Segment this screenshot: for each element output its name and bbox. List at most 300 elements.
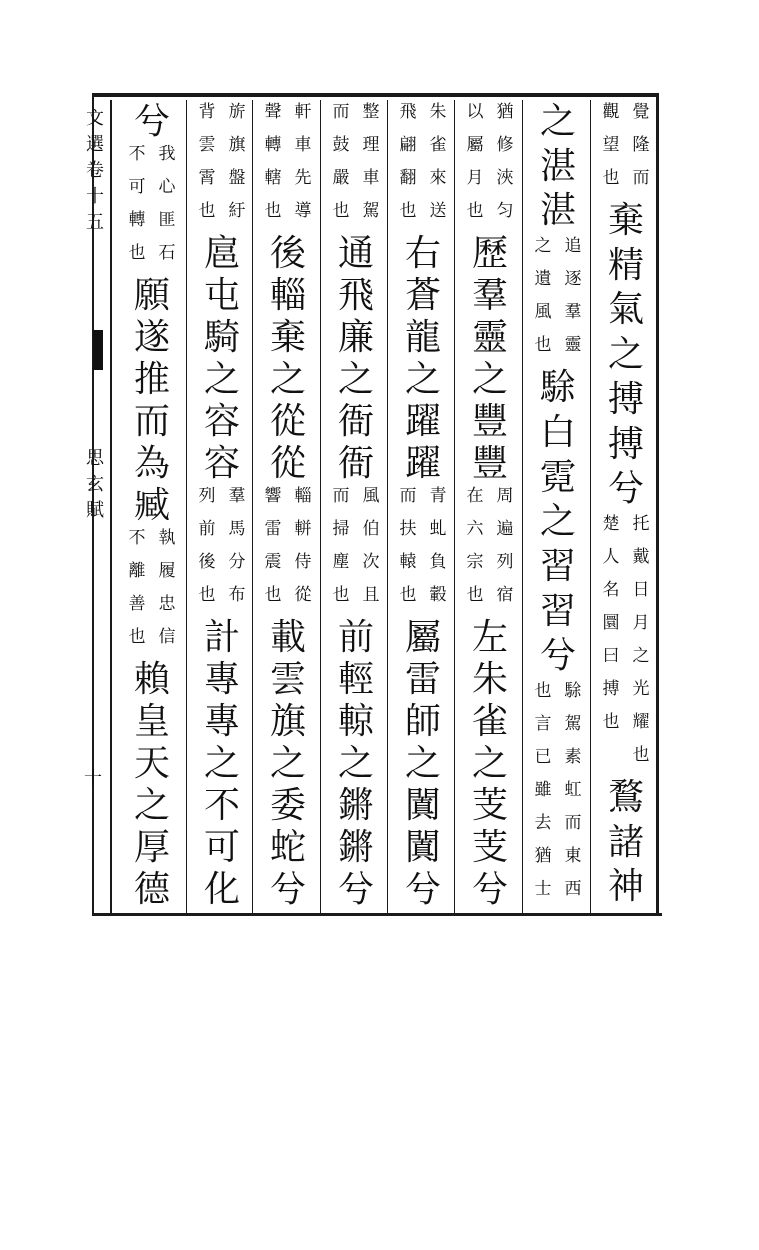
annotation-char: 已 [534,747,552,768]
annotation-char: 東 [564,846,582,867]
annotation-char: 轂 [429,585,447,605]
annotation-char: 楚 [602,513,620,534]
left-inner-border [110,100,112,915]
main-text-char: 之 [471,743,508,784]
annotation-line [598,104,624,203]
annotation-char: 轉 [264,135,282,155]
main-text-char: 兮 [404,869,441,910]
main-text-char: 鶩 [607,776,644,818]
annotation-char: 石 [158,243,176,263]
annotation-char: 虹 [564,780,582,801]
main-text-char: 諸 [607,821,644,863]
annotation-char: 遺 [534,269,552,290]
annotation-char: 可 [128,177,146,197]
annotation-char: 隆 [632,135,650,155]
main-text-char: 之 [471,359,508,400]
annotation-char: 人 [602,546,620,567]
annotation-char: 六 [466,519,484,539]
main-text-char: 化 [203,869,240,910]
annotation-char: 負 [429,552,447,572]
annotation-char: 追 [564,236,582,257]
annotation-char: 車 [294,135,312,155]
main-text-char: 願 [133,275,170,316]
column-rule [522,100,523,914]
annotation-char: 後 [198,552,216,572]
annotation-char: 在 [466,486,484,506]
main-text-char: 輬 [337,701,374,742]
spine-char: 思 [86,448,104,469]
annotation-char: 宿 [496,585,514,605]
annotation-char: 且 [362,585,380,605]
annotation-char: 而 [564,813,582,834]
annotation-line [462,488,488,620]
main-text-char: 躍 [404,443,441,484]
main-text-char: 兮 [269,869,306,910]
main-text-char: 湛 [539,145,576,187]
main-text-char: 為 [133,443,170,484]
main-text-char: 專 [203,701,240,742]
column-rule [387,100,388,914]
annotation-char: 前 [198,519,216,539]
main-text-char: 雷 [404,659,441,700]
main-text-char: 神 [607,866,644,908]
main-text-char: 兮 [133,101,170,142]
annotation-char: 素 [564,747,582,768]
main-text-char: 屯 [203,275,240,316]
annotation-char: 駼 [564,681,582,702]
annotation-char: 朱 [429,102,447,122]
annotation-char: 也 [198,585,216,605]
main-text-char: 鏘 [337,785,374,826]
annotation-char: 塵 [332,552,350,572]
annotation-line [194,104,220,236]
annotation-char: 車 [362,168,380,188]
annotation-char: 先 [294,168,312,188]
main-text-char: 歷 [471,233,508,274]
annotation-char: 也 [198,201,216,221]
annotation-line [290,488,316,620]
annotation-char: 也 [534,335,552,356]
main-text-char: 精 [607,244,644,286]
annotation-char: 也 [264,585,282,605]
main-text-char: 之 [203,743,240,784]
annotation-pair [124,530,180,662]
main-text-char: 通 [337,233,374,274]
main-text-char: 兮 [539,635,576,677]
annotation-char: 盤 [228,168,246,188]
main-text-char: 雀 [471,701,508,742]
main-text-char: 左 [471,617,508,658]
annotation-char: 也 [399,201,417,221]
annotation-char: 紆 [228,201,246,221]
annotation-char: 善 [128,594,146,614]
annotation-char: 軒 [294,102,312,122]
right-border [656,93,659,916]
main-text-char: 闐 [404,785,441,826]
spine-char: 選 [86,134,104,155]
annotation-char: 鼓 [332,135,350,155]
annotation-char: 整 [362,102,380,122]
main-text-char: 可 [203,827,240,868]
annotation-char: 言 [534,714,552,735]
main-text-char: 鏘 [337,827,374,868]
column-rule [320,100,321,914]
main-text-char: 之 [539,501,576,543]
annotation-pair [598,513,654,780]
column-rule [454,100,455,914]
column-rule [186,100,187,914]
main-text-char: 旗 [269,701,306,742]
main-text-char: 龍 [404,317,441,358]
main-text-char: 氣 [607,289,644,331]
annotation-pair [395,104,451,236]
annotation-pair [462,488,518,620]
main-text-char: 屬 [404,617,441,658]
annotation-char: 翻 [399,168,417,188]
spine-char: 卷 [86,160,104,181]
spine-char: 文 [86,108,104,129]
annotation-line [194,488,220,620]
annotation-char: 履 [158,561,176,581]
annotation-char: 之 [632,645,650,666]
main-text-char: 而 [133,401,170,442]
main-text-char: 騎 [203,317,240,358]
annotation-char: 也 [128,627,146,647]
annotation-char: 士 [534,879,552,900]
main-text-char: 從 [269,401,306,442]
annotation-char: 飛 [399,102,417,122]
annotation-pair [124,146,180,278]
annotation-char: 心 [158,177,176,197]
annotation-char: 匀 [496,201,514,221]
main-text-char: 白 [539,411,576,453]
main-text-char: 蒼 [404,275,441,316]
annotation-char: 嚴 [332,168,350,188]
main-text-char: 兮 [337,869,374,910]
annotation-char: 而 [332,102,350,122]
annotation-char: 屬 [466,135,484,155]
main-text-char: 雲 [269,659,306,700]
main-text-char: 之 [404,359,441,400]
annotation-line [530,238,556,370]
annotation-char: 也 [534,681,552,702]
top-border [92,93,658,97]
annotation-line [260,104,286,236]
spine-char: 賦 [86,500,104,521]
annotation-char: 翩 [399,135,417,155]
annotation-char: 月 [466,168,484,188]
annotation-pair [395,488,451,620]
annotation-char: 宗 [466,552,484,572]
main-text-char: 賴 [133,659,170,700]
annotation-char: 羣 [564,302,582,323]
annotation-line [425,104,451,236]
annotation-line [224,104,250,236]
annotation-char: 霄 [198,168,216,188]
annotation-char: 周 [496,486,514,506]
text-column [530,101,586,914]
annotation-char: 雲 [198,135,216,155]
main-text-char: 之 [337,359,374,400]
main-text-char: 兮 [607,468,644,510]
annotation-char: 風 [534,302,552,323]
annotation-pair [530,683,586,914]
annotation-line [154,530,180,662]
annotation-line [358,488,384,620]
annotation-line [492,104,518,236]
main-text-char: 容 [203,443,240,484]
annotation-char: 震 [264,552,282,572]
main-text-char: 靈 [471,317,508,358]
main-text-char: 躍 [404,401,441,442]
annotation-line [124,146,150,278]
annotation-char: 送 [429,201,447,221]
main-text-char: 之 [404,743,441,784]
main-text-char: 朱 [471,659,508,700]
annotation-char: 搏 [602,678,620,699]
annotation-char: 列 [198,486,216,506]
annotation-char: 也 [466,585,484,605]
annotation-char: 逐 [564,269,582,290]
main-text-char: 右 [404,233,441,274]
text-column [462,104,518,914]
annotation-char: 旗 [228,135,246,155]
annotation-char: 理 [362,135,380,155]
main-text-char: 之 [203,359,240,400]
main-text-char: 輕 [337,659,374,700]
spine-char: 十 [86,186,104,207]
text-column [194,104,250,914]
main-text-char: 推 [133,359,170,400]
main-text-char: 湛 [539,190,576,232]
main-text-char: 衙 [337,443,374,484]
annotation-line [124,530,150,662]
annotation-char: 轅 [399,552,417,572]
annotation-line [224,488,250,620]
annotation-char: 虬 [429,519,447,539]
annotation-line [328,104,354,236]
main-text-char: 厚 [133,827,170,868]
annotation-pair [328,104,384,236]
text-column [328,104,384,914]
annotation-line [560,683,586,914]
annotation-line [628,104,654,203]
annotation-char: 月 [632,612,650,633]
annotation-pair [260,488,316,620]
main-text-char: 之 [607,334,644,376]
annotation-line [395,488,421,620]
annotation-char: 次 [362,552,380,572]
main-text-char: 習 [539,590,576,632]
annotation-char: 曰 [602,645,620,666]
main-text-char: 豐 [471,401,508,442]
annotation-line [425,488,451,620]
annotation-line [328,488,354,620]
annotation-char: 分 [228,552,246,572]
annotation-pair [194,488,250,620]
spine-lower [84,450,106,1250]
annotation-char: 雀 [429,135,447,155]
main-text-char: 搏 [607,423,644,465]
annotation-char: 也 [332,201,350,221]
annotation-char: 也 [632,744,650,765]
annotation-char: 去 [534,813,552,834]
annotation-char: 雖 [534,780,552,801]
annotation-pair [530,238,586,370]
annotation-pair [260,104,316,236]
text-column [260,104,316,914]
annotation-pair [598,104,654,203]
annotation-char: 西 [564,879,582,900]
annotation-char: 忠 [158,594,176,614]
annotation-char: 轉 [128,210,146,230]
main-text-char: 霓 [539,456,576,498]
column-rule [252,100,253,914]
annotation-char: 匪 [158,210,176,230]
annotation-char: 猶 [496,102,514,122]
annotation-char: 也 [602,711,620,732]
annotation-pair [328,488,384,620]
main-text-char: 搏 [607,378,644,420]
annotation-char: 駕 [564,714,582,735]
main-text-char: 兮 [471,869,508,910]
annotation-line [260,488,286,620]
main-text-char: 飛 [337,275,374,316]
annotation-char: 響 [264,486,282,506]
annotation-char: 修 [496,135,514,155]
annotation-char: 從 [294,585,312,605]
text-column [124,101,180,914]
main-text-char: 扈 [203,233,240,274]
annotation-char: 遍 [496,519,514,539]
annotation-pair [462,104,518,236]
annotation-char: 也 [128,243,146,263]
main-text-char: 後 [269,233,306,274]
annotation-char: 青 [429,486,447,506]
main-text-char: 闐 [404,827,441,868]
annotation-char: 伯 [362,519,380,539]
annotation-char: 耀 [632,711,650,732]
annotation-char: 軿 [294,519,312,539]
annotation-char: 猶 [534,846,552,867]
main-text-char: 天 [133,743,170,784]
annotation-char: 而 [332,486,350,506]
main-text-char: 之 [539,101,576,142]
annotation-char: 布 [228,585,246,605]
annotation-char: 執 [158,528,176,548]
annotation-char: 戴 [632,546,650,567]
annotation-char: 靈 [564,335,582,356]
annotation-char: 而 [399,486,417,506]
annotation-line [358,104,384,236]
spine-section [84,450,106,528]
annotation-line [492,488,518,620]
annotation-char: 圜 [602,612,620,633]
annotation-char: 轄 [264,168,282,188]
main-text-char: 容 [203,401,240,442]
spine-char: 五 [86,212,104,233]
main-text-char: 廉 [337,317,374,358]
annotation-line [598,513,624,780]
main-text-char: 臧 [133,485,170,526]
annotation-char: 風 [362,486,380,506]
annotation-char: 列 [496,552,514,572]
annotation-char: 輜 [294,486,312,506]
annotation-char: 觀 [602,102,620,122]
annotation-char: 背 [198,102,216,122]
annotation-char: 而 [632,168,650,188]
main-text-char: 載 [269,617,306,658]
annotation-char: 不 [128,528,146,548]
main-text-char: 皇 [133,701,170,742]
main-text-char: 棄 [607,200,644,241]
annotation-char: 侍 [294,552,312,572]
annotation-line [395,104,421,236]
annotation-char: 不 [128,144,146,164]
main-text-char: 蛇 [269,827,306,868]
main-text-char: 委 [269,785,306,826]
annotation-char: 也 [332,585,350,605]
main-text-char: 棄 [269,317,306,358]
annotation-char: 浹 [496,168,514,188]
annotation-pair [194,104,250,236]
annotation-char: 信 [158,627,176,647]
spine-title [84,110,106,240]
annotation-char: 也 [264,201,282,221]
annotation-char: 日 [632,579,650,600]
annotation-char: 來 [429,168,447,188]
annotation-line [628,513,654,780]
main-text-char: 輜 [269,275,306,316]
annotation-char: 覺 [632,102,650,122]
main-text-char: 習 [539,545,576,587]
annotation-char: 望 [602,135,620,155]
main-text-char: 計 [203,617,240,658]
annotation-char: 羣 [228,486,246,506]
annotation-char: 也 [399,585,417,605]
annotation-char: 扶 [399,519,417,539]
page-number: 十 [84,768,102,789]
annotation-char: 雷 [264,519,282,539]
main-text-char: 芰 [471,827,508,868]
main-text-char: 不 [203,785,240,826]
annotation-line [530,683,556,914]
annotation-char: 駕 [362,201,380,221]
annotation-char: 旂 [228,102,246,122]
main-text-char: 駼 [539,367,576,409]
annotation-char: 也 [602,168,620,188]
annotation-line [462,104,488,236]
main-text-char: 之 [337,743,374,784]
main-text-char: 之 [133,785,170,826]
fold-mark [93,330,103,370]
main-text-char: 衙 [337,401,374,442]
annotation-char: 我 [158,144,176,164]
main-text-char: 前 [337,617,374,658]
main-text-char: 芰 [471,785,508,826]
annotation-char: 也 [466,201,484,221]
main-text-char: 豐 [471,443,508,484]
main-text-char: 之 [269,359,306,400]
main-text-char: 羣 [471,275,508,316]
annotation-char: 離 [128,561,146,581]
main-text-char: 之 [269,743,306,784]
column-rule [590,100,591,914]
main-text-char: 德 [133,869,170,910]
main-text-char: 遂 [133,317,170,358]
main-text-char: 師 [404,701,441,742]
annotation-char: 掃 [332,519,350,539]
